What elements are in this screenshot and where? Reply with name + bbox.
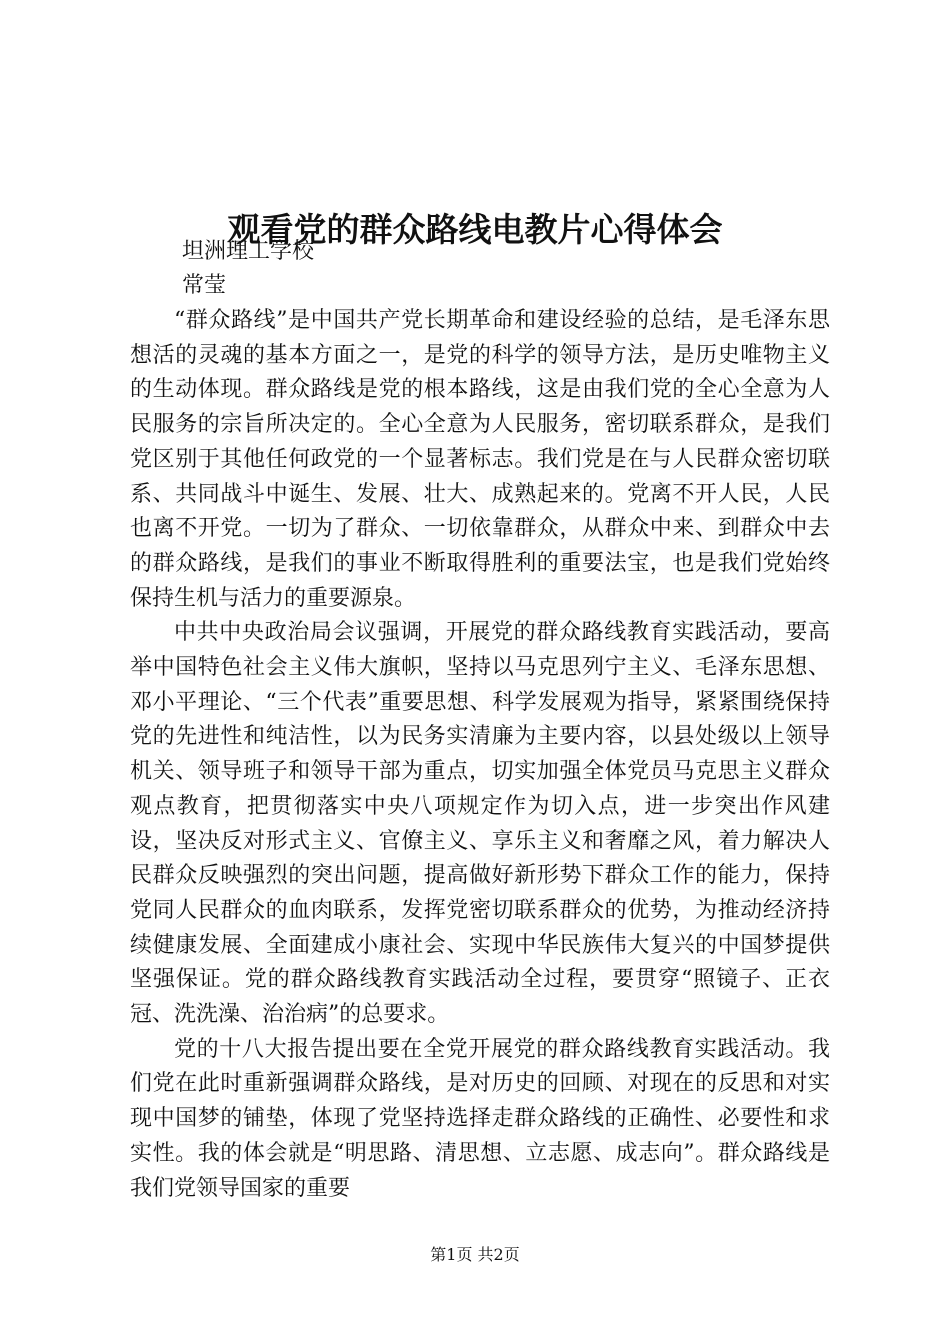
author-name: 常莹 [182, 273, 227, 298]
document-title: 观看党的群众路线电教片心得体会 [227, 210, 723, 250]
school-name: 坦洲理工学校 [182, 239, 315, 264]
paragraph: 党的十八大报告提出要在全党开展党的群众路线教育实践活动。我们党在此时重新强调群众路线，是对历史的回顾、对现在的反思和对实现中国梦的铺垫，体现了党坚持选择走群众路线的正确性、必要性和求实性。我的体会就是“明思路、清思想、立志愿、成志向”。群众路线是我们党领导国家的重要 [130, 1036, 830, 1201]
page-footer: 第1页 共2页 [430, 1245, 520, 1264]
paragraph: “群众路线”是中国共产党长期革命和建设经验的总结，是毛泽东思想活的灵魂的基本方面之一，是党的科学的领导方法，是历史唯物主义的生动体现。群众路线是党的根本路线，这是由我们党的全心全意为人民服务的宗旨所决定的。全心全意为人民服务，密切联系群众，是我们党区别于其他任何政党的一个显著标志。我们党是在与人民群众密切联系、共同战斗中诞生、发展、壮大、成熟起来的。党离不开人民，人民也离不开党。一切为了群众、一切依靠群众，从群众中来、到群众中去的群众路线，是我们的事业不断取得胜利的重要法宝，也是我们党始终保持生机与活力的重要源泉。 [130, 308, 830, 611]
paragraph: 中共中央政治局会议强调，开展党的群众路线教育实践活动，要高举中国特色社会主义伟大旗帜，坚持以马克思列宁主义、毛泽东思想、邓小平理论、“三个代表”重要思想、科学发展观为指导，紧紧围绕保持党的先进性和纯洁性，以为民务实清廉为主要内容，以县处级以上领导机关、领导班子和领导干部为重点，切实加强全体党员马克思主义群众观点教育，把贯彻落实中央八项规定作为切入点，进一步突出作风建设，坚决反对形式主义、官僚主义、享乐主义和奢靡之风，着力解决人民群众反映强烈的突出问题，提高做好新形势下群众工作的能力，保持党同人民群众的血肉联系，发挥党密切联系群众的优势，为推动经济持续健康发展、全面建成小康社会、实现中华民族伟大复兴的中国梦提供坚强保证。党的群众路线教育实践活动全过程，要贯穿“照镜子、正衣冠、洗洗澡、治治病”的总要求。 [130, 620, 830, 1028]
document-body [130, 304, 830, 1206]
